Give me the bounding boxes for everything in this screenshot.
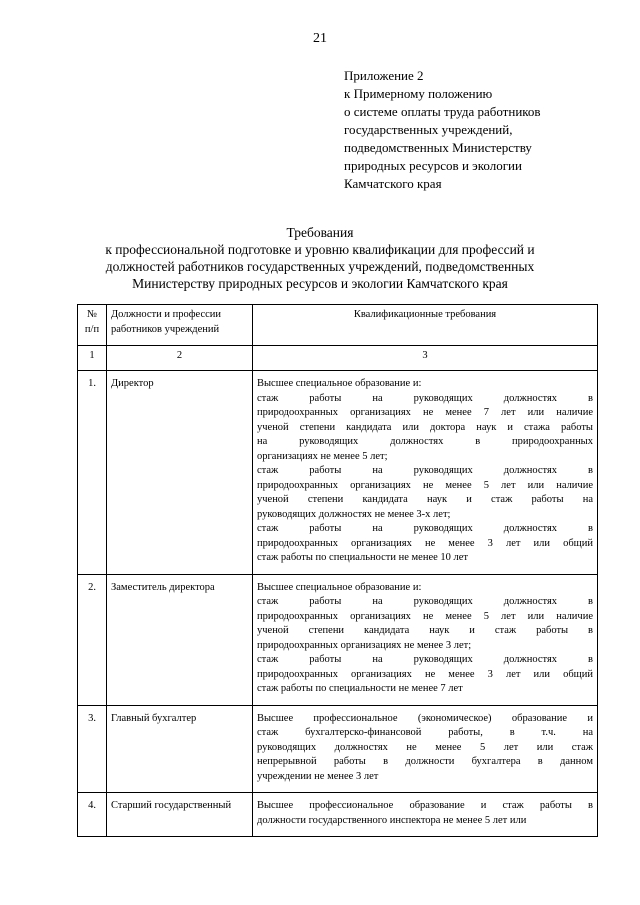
- requirement-line: организациях не менее 5 лет;: [257, 450, 388, 462]
- requirement-line: природоохранных организациях не менее 5 лет или наличие: [257, 479, 593, 491]
- row-number: 3.: [78, 705, 107, 793]
- row-number: 4.: [78, 793, 107, 837]
- title-line: должностей работников государственных учреждений, подведомственных: [105, 259, 535, 274]
- appendix-line: Камчатского края: [344, 176, 442, 191]
- requirement-line: ученой степени кандидата наук и стаж работы на: [257, 494, 593, 505]
- requirement-line: Высшее специальное образование и:: [257, 581, 422, 593]
- requirement-line: непрерывной работы в должности бухгалтера в данном: [257, 756, 593, 767]
- title-heading: Требования: [286, 225, 354, 240]
- requirement-line: стаж работы на руководящих должностях в: [257, 596, 593, 607]
- row-requirements: [253, 793, 598, 837]
- row-position: Старший государственный: [107, 793, 253, 837]
- requirement-line: должности государственного инспектора не менее 5 лет или: [257, 814, 527, 826]
- row-position: Директор: [107, 371, 253, 575]
- requirement-line: стаж работы по специальности не менее 7 лет: [257, 683, 463, 694]
- title-line: Министерству природных ресурсов и экологии Камчатского края: [132, 276, 508, 291]
- requirement-line: ученой степени кандидата или доктора наук и стажа работы: [257, 421, 593, 433]
- requirement-line: Высшее профессиональное образование и стаж работы в: [257, 800, 593, 811]
- row-requirements: [253, 705, 598, 793]
- requirement-line: Высшее профессиональное (экономическое) образование и: [257, 712, 593, 724]
- column-number: 1: [78, 346, 107, 371]
- column-number: 3: [253, 346, 598, 371]
- appendix-line: Приложение 2: [344, 68, 424, 83]
- requirement-line: природоохранных организациях не менее 3 лет;: [257, 639, 472, 651]
- row-requirements: [253, 574, 598, 705]
- appendix-line: о системе оплаты труда работников: [344, 104, 541, 119]
- requirement-line: стаж работы по специальности не менее 10 лет: [257, 552, 469, 563]
- requirement-line: стаж работы на руководящих должностях в: [257, 523, 593, 534]
- requirement-line: природоохранных организациях не менее 3 лет или общий: [257, 537, 593, 549]
- requirement-line: на руководящих должностях в природоохранных: [257, 436, 593, 447]
- page-number: 21: [313, 31, 327, 46]
- document-title: [60, 224, 580, 292]
- requirement-line: стаж работы на руководящих должностях в: [257, 465, 593, 476]
- requirement-line: руководящих должностях не менее 3-х лет;: [257, 508, 451, 520]
- header-position: Должности и профессии работников учреждений: [107, 305, 253, 346]
- column-number: 2: [107, 346, 253, 371]
- requirement-line: руководящих должностях не менее 5 лет или стаж: [257, 741, 593, 753]
- row-position: Заместитель директора: [107, 574, 253, 705]
- title-line: к профессиональной подготовке и уровню квалификации для профессий и: [105, 242, 535, 257]
- appendix-note: [344, 67, 634, 193]
- row-position: Главный бухгалтер: [107, 705, 253, 793]
- table-header-row: [78, 305, 598, 346]
- table-row: [78, 793, 598, 837]
- header-requirements: Квалификационные требования: [253, 305, 598, 346]
- requirement-line: природоохранных организациях не менее 7 лет или наличие: [257, 407, 593, 418]
- requirement-line: ученой степени кандидата наук и стаж работы в: [257, 625, 593, 636]
- requirement-line: Высшее специальное образование и:: [257, 378, 422, 389]
- requirement-line: стаж работы на руководящих должностях в: [257, 392, 593, 404]
- row-number: 1.: [78, 371, 107, 575]
- appendix-line: государственных учреждений,: [344, 122, 513, 137]
- requirements-table: [77, 304, 598, 837]
- column-numbers-row: [78, 346, 598, 371]
- row-requirements: [253, 371, 598, 575]
- appendix-line: к Примерному положению: [344, 86, 493, 101]
- requirement-line: природоохранных организациях не менее 3 лет или общий: [257, 668, 593, 680]
- appendix-line: природных ресурсов и экологии: [344, 158, 522, 173]
- requirement-line: стаж работы на руководящих должностях в: [257, 654, 593, 665]
- table-row: [78, 705, 598, 793]
- header-num: № п/п: [78, 305, 107, 346]
- table-row: [78, 371, 598, 575]
- appendix-line: подведомственных Министерству: [344, 140, 532, 155]
- requirement-line: учреждении не менее 3 лет: [257, 770, 379, 782]
- row-number: 2.: [78, 574, 107, 705]
- requirement-line: стаж бухгалтерско-финансовой работы, в т.ч. на: [257, 727, 593, 738]
- table-row: [78, 574, 598, 705]
- requirement-line: природоохранных организациях не менее 5 лет или наличие: [257, 610, 593, 622]
